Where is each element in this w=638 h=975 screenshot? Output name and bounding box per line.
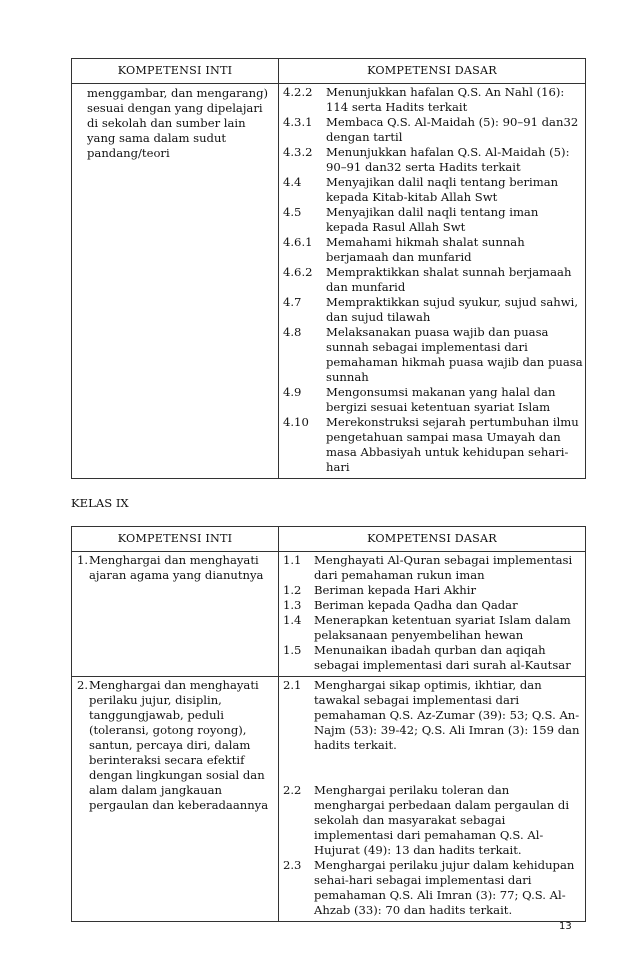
kd-text: Menghargai sikap optimis, ikhtiar, dan tawakal sebagai implementasi dari pemahaman Q.S. Az-Zumar (39): 53; Q.S. An-Najm (53): 39-42; Q.S. Ali Imran (3): 159 dan hadits terkait.: [314, 678, 580, 752]
header-kompetensi-inti: KOMPETENSI INTI: [72, 527, 279, 552]
kd-cell: [279, 84, 586, 479]
kd-text: Menghargai perilaku jujur dalam kehidupan sehai-hari sebagai implementasi dari pemahaman Q.S. Ali Imran (3): 77; Q.S. Al-Ahzab (33): 70 dan hadits terkait.: [314, 858, 575, 917]
kd-item: [283, 613, 583, 643]
kd-text: Mempraktikkan sujud syukur, sujud sahwi, dan sujud tilawah: [326, 295, 579, 324]
ki-item: [72, 677, 278, 817]
kd-item: [283, 553, 583, 583]
ki-text: menggambar, dan mengarang) sesuai dengan yang dipelajari di sekolah dan sumber lain yang sama dalam sudut pandang/teori: [87, 86, 269, 160]
kd-text: Beriman kepada Qadha dan Qadar: [314, 598, 518, 612]
kd-code: 1.3: [283, 598, 302, 612]
kd-text: Menunjukkan hafalan Q.S. An Nahl (16): 114 serta Hadits terkait: [326, 85, 565, 114]
kd-text: Merekonstruksi sejarah pertumbuhan ilmu pengetahuan sampai masa Umayah dan masa Abbasiyah untuk kehidupan sehari-hari: [326, 415, 579, 474]
kd-code: 2.1: [283, 678, 302, 692]
table-header-row: [72, 527, 586, 552]
kd-code: 4.3.1: [283, 115, 313, 129]
header-kompetensi-dasar: KOMPETENSI DASAR: [279, 527, 586, 552]
kd-list: [279, 84, 585, 478]
competency-table-class-ix: [71, 526, 586, 922]
ki-number: 1.: [77, 553, 89, 567]
header-kompetensi-inti: KOMPETENSI INTI: [72, 59, 279, 84]
kd-cell: [279, 552, 586, 677]
kd-text: Mengonsumsi makanan yang halal dan bergizi sesuai ketentuan syariat Islam: [326, 385, 556, 414]
kd-text: Menunjukkan hafalan Q.S. Al-Maidah (5): 90–91 dan32 serta Hadits terkait: [326, 145, 570, 174]
kd-item: [283, 385, 583, 415]
kd-item: [283, 145, 583, 175]
kd-text: Menerapkan ketentuan syariat Islam dalam pelaksanaan penyembelihan hewan: [314, 613, 571, 642]
class-heading: KELAS IX: [71, 496, 129, 510]
kd-text: Menunaikan ibadah qurban dan aqiqah sebagai implementasi dari surah al-Kautsar: [314, 643, 571, 672]
kd-item: [283, 583, 583, 598]
kd-text: Memahami hikmah shalat sunnah berjamaah dan munfarid: [326, 235, 525, 264]
ki-cell: [72, 552, 279, 677]
kd-item: [283, 678, 583, 753]
page-number: 13: [559, 921, 572, 932]
kd-code: 4.3.2: [283, 145, 313, 159]
kd-text: Melaksanakan puasa wajib dan puasa sunnah sebagai implementasi dari pemahaman hikmah puasa wajib dan puasa sunnah: [326, 325, 583, 384]
kd-item: [283, 783, 583, 858]
ki-item: [72, 552, 278, 587]
kd-item: [283, 235, 583, 265]
kd-item: [283, 858, 583, 918]
table-row: [72, 84, 586, 479]
kd-text: Beriman kepada Hari Akhir: [314, 583, 477, 597]
kd-item: [283, 175, 583, 205]
ki-cell: [72, 677, 279, 922]
kd-code: 4.5: [283, 205, 302, 219]
kd-text: Menyajikan dalil naqli tentang beriman kepada Kitab-kitab Allah Swt: [326, 175, 559, 204]
kd-code: 2.2: [283, 783, 302, 797]
kd-code: 4.4: [283, 175, 302, 189]
kd-code: 1.1: [283, 553, 302, 567]
kd-item: [283, 643, 583, 673]
ki-text: Menghargai dan menghayati ajaran agama yang dianutnya: [89, 553, 264, 582]
kd-text: Menyajikan dalil naqli tentang iman kepada Rasul Allah Swt: [326, 205, 539, 234]
ki-text: Menghargai dan menghayati perilaku jujur, disiplin, tanggungjawab, peduli (toleransi, gotong royong), santun, percaya diri, dalam berinteraksi secara efektif dengan lingkungan sosial dan alam dalam jangkauan pergaulan dan keberadaannya: [89, 678, 269, 812]
kd-list: [279, 552, 585, 676]
document-page: [71, 58, 585, 922]
kd-item: [283, 295, 583, 325]
kd-code: 1.2: [283, 583, 302, 597]
kd-code: 4.6.1: [283, 235, 313, 249]
kd-item: [283, 85, 583, 115]
kd-item: [283, 205, 583, 235]
kd-code: 4.9: [283, 385, 302, 399]
kd-code: 4.6.2: [283, 265, 313, 279]
kd-code: 1.5: [283, 643, 302, 657]
kd-item: [283, 598, 583, 613]
kd-text: Membaca Q.S. Al-Maidah (5): 90–91 dan32 dengan tartil: [326, 115, 579, 144]
kd-code: 1.4: [283, 613, 302, 627]
ki-number: 2.: [77, 678, 89, 692]
kd-code: 4.8: [283, 325, 302, 339]
header-kompetensi-dasar: KOMPETENSI DASAR: [279, 59, 586, 84]
table-row: [72, 677, 586, 922]
kd-code: 4.10: [283, 415, 309, 429]
kd-code: 4.7: [283, 295, 302, 309]
ki-cell: [72, 84, 279, 479]
kd-text: Mempraktikkan shalat sunnah berjamaah dan munfarid: [326, 265, 572, 294]
kd-item: [283, 325, 583, 385]
kd-code: 2.3: [283, 858, 302, 872]
kd-cell: [279, 677, 586, 922]
kd-text: Menghargai perilaku toleran dan menghargai perbedaan dalam pergaulan di sekolah dan masyarakat sebagai implementasi dari pemahaman Q.S. Al-Hujurat (49): 13 dan hadits terkait.: [314, 783, 570, 857]
table-row: [72, 552, 586, 677]
kd-code: 4.2.2: [283, 85, 313, 99]
kd-item: [283, 265, 583, 295]
kd-item: [283, 415, 583, 475]
competency-table-continued: [71, 58, 586, 479]
kd-text: Menghayati Al-Quran sebagai implementasi dari pemahaman rukun iman: [314, 553, 573, 582]
kd-item: [283, 115, 583, 145]
kd-list: [279, 677, 585, 921]
table-header-row: [72, 59, 586, 84]
